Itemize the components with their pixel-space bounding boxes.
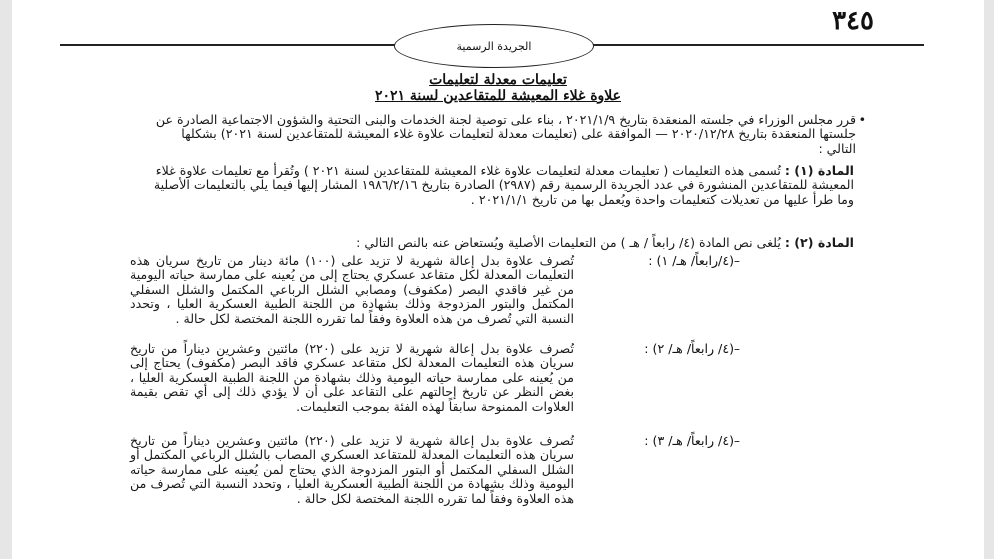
- document-subtitle: علاوة غلاء المعيشة للمتقاعدين لسنة ٢٠٢١: [374, 88, 622, 104]
- list-item: [12, 340, 984, 432]
- item-text: تُصرف علاوة بدل إعالة شهرية لا تزيد على (١٠٠) مائة دينار من تاريخ سريان هذه التعليمات المعدلة لكل متقاعد عسكري يحتاج إلى من يُعينه على ممارسة حياته اليومية من غير فاقدي البصر (مكفوف) ومصابي الشلل الرباعي المكتمل والشلل السفلي المكتمل والبتور المزدوجة وذلك بشهادة من اللجنة الطبية العسكرية العليا ، وتحدد النسبة التي تُصرف من هذه العلاوة وفقاً لما تقرره اللجنة المختصة لكل حالة .: [130, 253, 575, 326]
- article-1-text: تُسمى هذه التعليمات ( تعليمات معدلة لتعليمات علاوة غلاء المعيشة للمتقاعدين لسنة ٢٠٢١ ) وتُقرأ مع تعليمات علاوة غلاء المعيشة للمتقاعدين المنشورة في عدد الجريدة الرسمية رقم (٢٩٨٧) الصادرة بتاريخ ١٩٨٦/٢/١٦ المشار إليها فيما يلي بالتعليمات الأصلية وما طرأ عليها من تعديلات كتعليمات واحدة ويُعمل بها من تاريخ ٢٠٢١/١/١ .: [153, 163, 854, 207]
- article-2: [152, 236, 854, 250]
- left-margin: [0, 0, 12, 559]
- intro-paragraph: [152, 112, 866, 156]
- document-page: [12, 0, 984, 559]
- list-item: [12, 432, 984, 542]
- item-text: تُصرف علاوة بدل إعالة شهرية لا تزيد على (٢٢٠) مائتين وعشرين ديناراً من تاريخ سريان هذه التعليمات المعدلة للمتقاعد العسكري المصاب بالشلل الرباعي المكتمل أو الشلل السفلي المكتمل أو البتور المزدوجة الذي يحتاج لمن يُعينه على ممارسة حياته اليومية وذلك بشهادة من اللجنة الطبية العسكرية العليا ، وتحدد النسبة التي تُصرف من هذه العلاوة وفقاً لما تقرره اللجنة المختصة لكل حالة .: [130, 433, 574, 506]
- article-2-label: المادة (٢) :: [784, 235, 854, 250]
- list-item: [12, 252, 984, 348]
- right-margin: [984, 0, 994, 559]
- gazette-label: الجريدة الرسمية: [456, 39, 532, 53]
- item-dash: –: [734, 434, 740, 448]
- page-number: ٣٤٥: [832, 6, 874, 36]
- intro-text: قرر مجلس الوزراء في جلسته المنعقدة بتاريخ ٢٠٢١/١/٩ ، بناء على توصية لجنة الخدمات والبنى التحتية والشؤون الاجتماعية الصادرة عن جلستها المنعقدة بتاريخ ٢٠٢٠/١٢/٢٨ — الموافقة على (تعليمات معدلة لتعليمات علاوة غلاء المعيشة للمتقاعدين لسنة ٢٠٢١) بشكلها التالي :: [155, 112, 856, 156]
- bullet-icon: •: [858, 112, 866, 127]
- gazette-oval: [394, 24, 594, 68]
- article-1-label: المادة (١) :: [784, 163, 854, 178]
- item-ref: (٤/ رابعاً/ هـ/ ٣) :: [644, 433, 734, 448]
- item-text: تُصرف علاوة بدل إعالة شهرية لا تزيد على (٢٢٠) مائتين وعشرين ديناراً من تاريخ سريان هذه التعليمات المعدلة لكل متقاعد عسكري فاقد البصر (مكفوف) يحتاج إلى من يُعينه على ممارسة حياته اليومية وذلك بشهادة من اللجنة الطبية العسكرية العليا ، بغض النظر عن تاريخ إحالتهم على التقاعد على أن لا يؤدي ذلك إلى أي تقص بقيمة العلاوات الممنوحة سابقاً لهذه الفئة بموجب التعليمات.: [130, 341, 574, 414]
- article-2-text: يُلغى نص المادة (٤/ رابعاً / هـ ) من التعليمات الأصلية ويُستعاض عنه بالنص التالي :: [356, 235, 781, 250]
- item-ref: (٤/رابعاً/ هـ/ ١) :: [648, 253, 734, 268]
- article-1: [152, 164, 854, 207]
- item-ref: (٤/ رابعاً/ هـ/ ٢) :: [644, 341, 734, 356]
- document-title: تعليمات معدلة لتعليمات: [429, 72, 567, 88]
- item-dash: –: [734, 254, 740, 268]
- item-dash: –: [734, 342, 740, 356]
